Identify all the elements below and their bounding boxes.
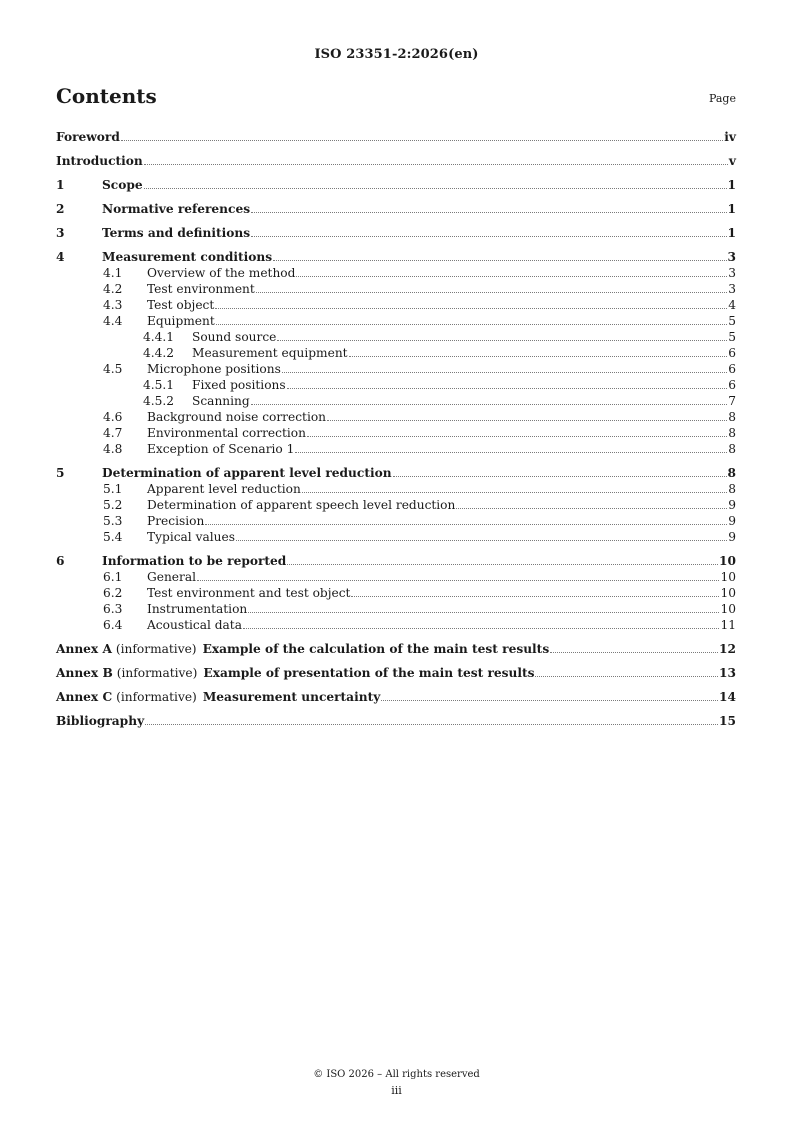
toc-entry[interactable] [56,265,736,281]
toc-entry-page: 3 [727,250,736,264]
toc-entry[interactable] [56,129,736,145]
toc-entry-page: 5 [728,330,736,344]
toc-entry[interactable] [56,585,736,601]
toc-entry[interactable] [56,689,736,705]
toc-entry-title: Scanning [192,394,250,408]
toc-entry-page: 9 [728,530,736,544]
toc-entry[interactable] [56,617,736,633]
toc-entry-title: Fixed positions [192,378,286,392]
toc-entry-page: 1 [727,226,736,240]
toc-entry[interactable] [56,513,736,529]
copyright-notice: © ISO 2026 – All rights reserved [313,1069,480,1080]
toc-entry-title: Background noise correction [147,410,327,424]
dot-leader [197,579,719,581]
toc-entry[interactable] [56,481,736,497]
toc-entry-number: 4.6 [103,410,123,424]
toc-entry[interactable] [56,153,736,169]
toc-entry[interactable] [56,441,736,457]
toc-entry[interactable] [56,409,736,425]
toc-entry-page: 10 [720,586,736,600]
dot-leader [307,435,727,437]
dot-leader [256,291,727,293]
dot-leader [296,275,727,277]
toc-entry-title: Sound source [192,330,277,344]
toc-entry-number: 4.8 [103,442,123,456]
toc-entry-title: General [147,570,196,584]
toc-entry-title: Measurement conditions [102,250,273,264]
toc-entry-title: Information to be reported [102,554,287,568]
toc-entry-number: 6 [56,554,65,568]
annex-label: Annex C [56,690,113,704]
dot-leader [251,235,726,237]
toc-entry-number: 5.1 [103,482,123,496]
toc-entry-page: 6 [728,378,736,392]
toc-entry-page: 14 [719,690,736,704]
toc-entry[interactable] [56,249,736,265]
dot-leader [327,419,727,421]
toc-entry-number: 3 [56,226,65,240]
toc-entry[interactable] [56,177,736,193]
toc-entry-title: Exception of Scenario 1 [147,442,295,456]
toc-entry-title: Example of the calculation of the main test results [202,642,550,656]
dot-leader [381,699,718,701]
toc-entry[interactable] [56,281,736,297]
dot-leader [236,539,727,541]
toc-entry-title: Environmental correction [147,426,306,440]
toc-entry-number: 4.4 [103,314,123,328]
toc-entry-number: 4.5 [103,362,123,376]
toc-entry[interactable] [56,601,736,617]
annex-label: Annex B [56,666,113,680]
toc-entry-page: 8 [728,410,736,424]
toc-entry-title: Test environment and test object [147,586,351,600]
toc-entry[interactable] [56,465,736,481]
toc-entry[interactable] [56,345,736,361]
toc-entry-page: 11 [720,618,736,632]
toc-entry-number: 4.2 [103,282,123,296]
contents-heading: Contents [56,84,157,108]
toc-entry-number: 6.1 [103,570,123,584]
toc-entry-number: 4.3 [103,298,123,312]
toc-entry[interactable] [56,665,736,681]
toc-entry-title: Terms and definitions [102,226,251,240]
dot-leader [251,211,726,213]
dot-leader [145,723,718,725]
toc-entry-number: 6.3 [103,602,123,616]
dot-leader [205,523,727,525]
toc-entry-page: 1 [727,178,736,192]
toc-entry-number: 4.5.1 [143,378,175,392]
dot-leader [302,491,727,493]
toc-entry-title: Equipment [147,314,215,328]
toc-entry-page: 3 [728,282,736,296]
toc-entry[interactable] [56,225,736,241]
toc-entry-title: Determination of apparent speech level reduction [147,498,456,512]
page-column-label: Page [708,92,736,105]
toc-entry-title: Bibliography [56,714,145,728]
toc-entry-page: 8 [727,466,736,480]
toc-entry-number: 6.4 [103,618,123,632]
dot-leader [273,259,726,261]
toc-entry-page: 7 [728,394,736,408]
dot-leader [144,187,727,189]
toc-entry[interactable] [56,529,736,545]
toc-entry-title: Measurement equipment [192,346,348,360]
dot-leader [393,475,727,477]
toc-entry-title: Overview of the method [147,266,296,280]
toc-entry-page: 4 [728,298,736,312]
toc-entry[interactable] [56,201,736,217]
dot-leader [216,323,727,325]
toc-entry-number: 2 [56,202,65,216]
toc-entry[interactable] [56,313,736,329]
toc-entry-page: 6 [728,362,736,376]
toc-entry[interactable] [56,641,736,657]
dot-leader [287,387,728,389]
toc-entry-number: 5.2 [103,498,123,512]
toc-entry-page: 1 [727,202,736,216]
dot-leader [287,563,718,565]
dot-leader [456,507,727,509]
toc-entry-title: Instrumentation [147,602,248,616]
document-id: ISO 23351-2:2026(en) [314,47,479,62]
toc-entry-page: 10 [720,602,736,616]
toc-entry[interactable] [56,361,736,377]
dot-leader [277,339,727,341]
dot-leader [243,627,720,629]
annex-informative-tag: (informative) [115,642,197,656]
dot-leader [144,163,728,165]
dot-leader [282,371,727,373]
toc-entry-number: 4.5.2 [143,394,175,408]
toc-entry-page: 10 [720,570,736,584]
toc-entry-title: Typical values [147,530,235,544]
dot-leader [535,675,718,677]
toc-entry-title: Introduction [56,154,143,168]
toc-entry[interactable] [56,497,736,513]
toc-entry-page: 9 [728,514,736,528]
toc-entry-number: 4.4.1 [143,330,175,344]
dot-leader [351,595,719,597]
dot-leader [349,355,728,357]
toc-entry-page: 5 [728,314,736,328]
toc-entry-number: 5.4 [103,530,123,544]
dot-leader [251,403,728,405]
toc-entry-title: Test environment [147,282,255,296]
toc-entry-title: Microphone positions [147,362,281,376]
toc-entry-title: Foreword [56,130,120,144]
toc-entry-title: Test object [147,298,215,312]
toc-entry-title: Scope [102,178,143,192]
annex-informative-tag: (informative) [116,666,198,680]
toc-entry-page: iv [724,130,736,144]
toc-entry[interactable] [56,377,736,393]
toc-entry[interactable] [56,569,736,585]
toc-entry-title: Measurement uncertainty [202,690,381,704]
toc-entry-page: 9 [728,498,736,512]
toc-entry-number: 4.1 [103,266,123,280]
toc-entry-number: 1 [56,178,65,192]
toc-entry[interactable] [56,425,736,441]
page-number: iii [391,1084,402,1097]
toc-entry[interactable] [56,329,736,345]
toc-entry-title: Acoustical data [147,618,242,632]
dot-leader [121,139,723,141]
toc-entry-number: 6.2 [103,586,123,600]
page-footer [0,1067,793,1099]
dot-leader [550,651,718,653]
dot-leader [215,307,727,309]
toc-entry-page: 15 [719,714,736,728]
annex-informative-tag: (informative) [116,690,197,704]
toc-entry-title: Precision [147,514,205,528]
toc-entry-title: Apparent level reduction [147,482,301,496]
toc-entry-number: 4.7 [103,426,123,440]
toc-entry-number: 5.3 [103,514,123,528]
annex-label: Annex A [56,642,112,656]
toc-entry-number: 4 [56,250,65,264]
toc-entry-page: 8 [728,442,736,456]
document-header [0,47,793,62]
toc-entry-title: Example of presentation of the main test results [203,666,535,680]
toc-entry[interactable] [56,713,736,729]
toc-entry-number: 5 [56,466,65,480]
table-of-contents [56,129,736,729]
toc-entry-page: 6 [728,346,736,360]
toc-entry-page: 13 [719,666,736,680]
toc-entry-page: 8 [728,482,736,496]
dot-leader [248,611,719,613]
toc-entry-page: v [728,154,736,168]
toc-entry-title: Determination of apparent level reduction [102,466,392,480]
toc-entry-page: 3 [728,266,736,280]
toc-entry-title: Normative references [102,202,251,216]
toc-entry-page: 12 [719,642,736,656]
dot-leader [295,451,727,453]
toc-entry[interactable] [56,553,736,569]
toc-entry[interactable] [56,393,736,409]
toc-entry[interactable] [56,297,736,313]
toc-entry-page: 10 [719,554,736,568]
toc-entry-number: 4.4.2 [143,346,175,360]
toc-entry-page: 8 [728,426,736,440]
